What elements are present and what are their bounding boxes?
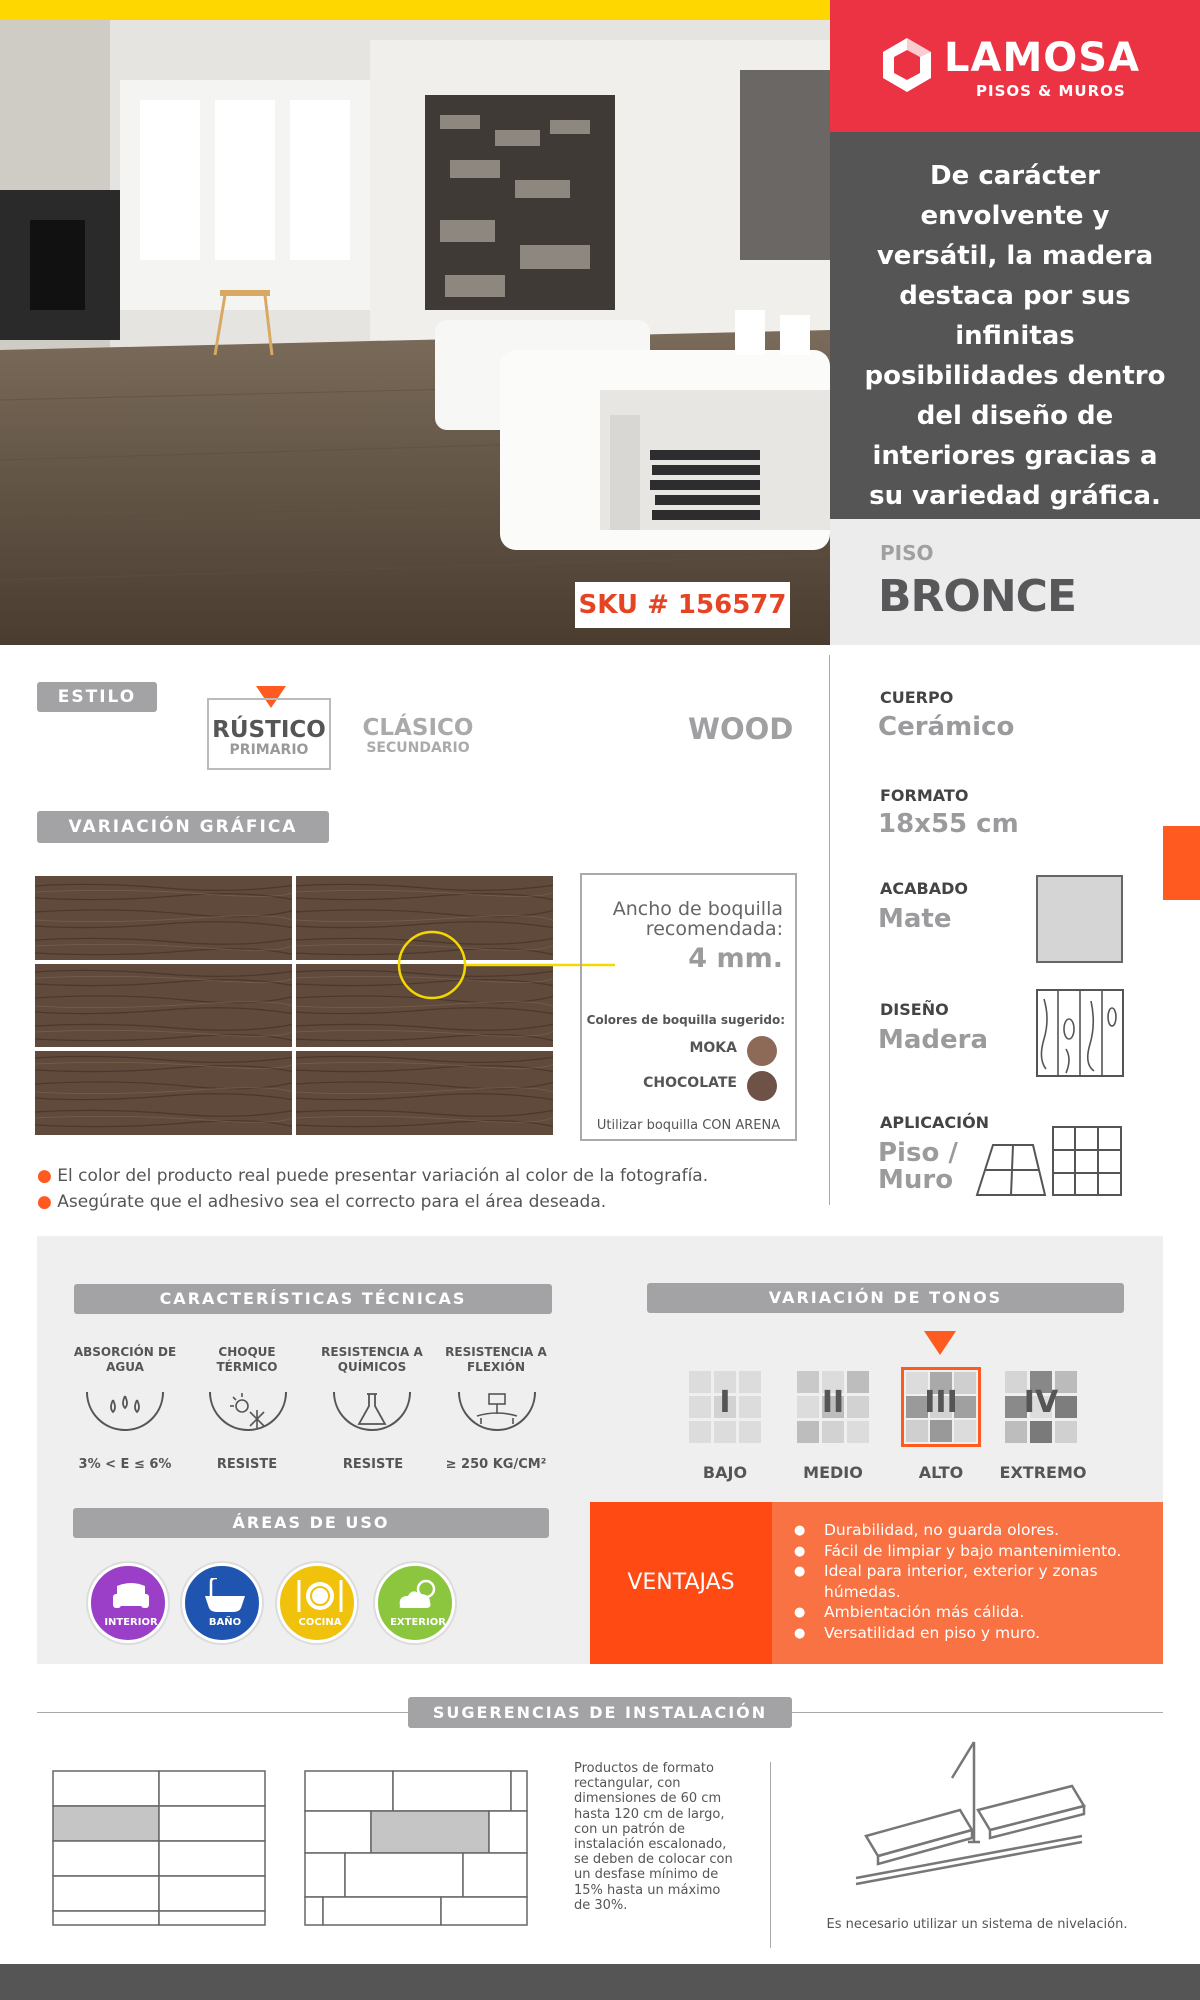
matte-finish-swatch xyxy=(1036,875,1123,963)
spec-value-acabado: Mate xyxy=(878,904,952,934)
estilo-label: ESTILO xyxy=(37,682,157,712)
spec-label-aplicacion: APLICACIÓN xyxy=(880,1113,990,1132)
style-primary: RÚSTICO xyxy=(212,717,326,743)
room-illustration xyxy=(0,20,830,645)
install-text: Productos de formato rectangular, con dimensiones de 60 cm hasta 120 cm de largo, con un patrón de instalación escalonado, se deben de colocar con un desfase mínimo de 15% hasta un máximo de 30%. xyxy=(574,1761,733,1913)
selected-tone-arrow-icon xyxy=(924,1331,956,1355)
grout-swatch-moka xyxy=(747,1036,777,1066)
spec-value-diseno: Madera xyxy=(878,1025,989,1055)
product-name-box xyxy=(830,519,1200,645)
sofa-icon xyxy=(111,1578,151,1614)
advantage-item: ● Durabilidad, no guarda olores. xyxy=(794,1520,1149,1541)
style-type: WOOD xyxy=(688,712,794,746)
water-drops-icon xyxy=(85,1390,165,1440)
spec-label-diseno: DISEÑO xyxy=(880,1000,949,1019)
area-bano-icon xyxy=(182,1563,262,1643)
lamosa-logo-icon xyxy=(878,36,936,94)
tech-item-value: ≥ 250 KG/CM² xyxy=(445,1457,547,1472)
tech-item-label: ABSORCIÓN DE AGUA xyxy=(73,1345,177,1374)
style-secondary: CLÁSICO xyxy=(362,715,474,741)
advantage-item: ● Versatilidad en piso y muro. xyxy=(794,1623,1149,1644)
footer-bar xyxy=(0,1964,1200,2000)
install-label: SUGERENCIAS DE INSTALACIÓN xyxy=(408,1697,792,1728)
leveling-system-icon xyxy=(852,1738,1092,1888)
area-label: INTERIOR xyxy=(104,1617,158,1628)
areas-label: ÁREAS DE USO xyxy=(73,1508,549,1538)
advantage-item: ● Ambientación más cálida. xyxy=(794,1602,1149,1623)
area-interior-icon xyxy=(88,1563,168,1643)
tech-item-label: RESISTENCIA A FLEXIÓN xyxy=(445,1345,547,1374)
area-exterior-icon xyxy=(375,1563,455,1643)
tones-label: VARIACIÓN DE TONOS xyxy=(647,1283,1124,1313)
tone-label: ALTO xyxy=(918,1463,964,1482)
tone-label: EXTREMO xyxy=(999,1463,1087,1482)
advantages-label: VENTAJAS xyxy=(590,1502,772,1664)
product-kind: PISO xyxy=(880,541,934,565)
grout-info-box xyxy=(580,873,797,1141)
style-primary-box xyxy=(207,698,331,770)
brand-sub: PISOS & MUROS xyxy=(976,82,1126,100)
grout-color-moka: MOKA xyxy=(689,1040,737,1056)
plate-cutlery-icon xyxy=(294,1576,346,1616)
vertical-divider xyxy=(829,655,830,1205)
grout-width-value: 4 mm. xyxy=(688,943,783,974)
tech-item-label: RESISTENCIA A QUÍMICOS xyxy=(321,1345,423,1374)
tone-label: MEDIO xyxy=(803,1463,863,1482)
leveling-note: Es necesario utilizar un sistema de nivelación. xyxy=(826,1917,1128,1932)
product-name: BRONCE xyxy=(878,571,1076,622)
brand-name: LAMOSA xyxy=(944,35,1141,81)
area-label: BAÑO xyxy=(208,1617,242,1628)
grout-note: Utilizar boquilla CON ARENA xyxy=(596,1118,781,1133)
grout-swatch-chocolate xyxy=(747,1071,777,1101)
style-secondary-sub: SECUNDARIO xyxy=(366,740,470,756)
tech-label: CARACTERÍSTICAS TÉCNICAS xyxy=(74,1284,552,1314)
sku-label: SKU # 156577 xyxy=(575,582,790,628)
notes-list xyxy=(37,1166,708,1212)
spec-value-aplicacion: Piso / Muro xyxy=(878,1138,958,1195)
tone-alto-numeral: III xyxy=(924,1385,958,1420)
note-item: ● El color del producto real puede presentar variación al color de la fotografía. xyxy=(37,1166,709,1186)
style-secondary-box xyxy=(350,716,486,756)
room-photo xyxy=(0,20,830,645)
flexion-icon xyxy=(457,1390,537,1440)
tone-extremo-numeral: IV xyxy=(1023,1385,1059,1420)
bathtub-icon xyxy=(203,1578,247,1616)
area-label: EXTERIOR xyxy=(390,1617,446,1628)
thermal-shock-icon xyxy=(208,1390,288,1440)
grout-width-label: Ancho de boquilla recomendada: xyxy=(612,898,783,940)
wood-design-icon xyxy=(1036,989,1124,1077)
grid-pattern-diagram xyxy=(52,1770,266,1926)
brand-header xyxy=(830,0,1200,132)
grout-color-chocolate: CHOCOLATE xyxy=(643,1075,737,1091)
spec-label-acabado: ACABADO xyxy=(880,879,968,898)
staggered-pattern-diagram xyxy=(304,1770,528,1926)
advantage-item: ● Ideal para interior, exterior y zonas húmedas. xyxy=(794,1561,1149,1602)
advantages-list xyxy=(772,1502,1163,1664)
product-description: De carácter envolvente y versátil, la madera destaca por sus infinitas posibilidades dentro del diseño de interiores gracias a su variedad gráfica. xyxy=(830,132,1200,519)
tech-item-value: RESISTE xyxy=(342,1457,404,1472)
tech-item-value: 3% < E ≤ 6% xyxy=(78,1457,172,1472)
advantage-item: ● Fácil de limpiar y bajo mantenimiento. xyxy=(794,1541,1149,1562)
area-cocina-icon xyxy=(277,1563,357,1643)
spec-label-cuerpo: CUERPO xyxy=(880,688,954,707)
tone-label: BAJO xyxy=(702,1463,748,1482)
graphic-variation-label: VARIACIÓN GRÁFICA xyxy=(37,811,329,843)
spec-label-formato: FORMATO xyxy=(880,786,969,805)
note-item: ● Asegúrate que el adhesivo sea el correcto para el área deseada. xyxy=(37,1192,607,1212)
tone-bajo-numeral: I xyxy=(719,1385,731,1420)
wood-tiles-grid xyxy=(35,876,553,1135)
flask-icon xyxy=(332,1390,412,1440)
sun-cloud-icon xyxy=(392,1576,444,1616)
tone-medio-numeral: II xyxy=(821,1385,845,1420)
tech-item-value: RESISTE xyxy=(216,1457,278,1472)
tech-item-label: CHOQUE TÉRMICO xyxy=(216,1345,278,1374)
grout-colors-label: Colores de boquilla sugerido: xyxy=(586,1013,785,1027)
side-accent-tab xyxy=(1163,826,1200,900)
style-primary-sub: PRIMARIO xyxy=(229,742,309,758)
top-yellow-bar xyxy=(0,0,830,20)
floor-wall-icon xyxy=(975,1125,1125,1199)
install-text-divider xyxy=(770,1762,771,1948)
area-label: COCINA xyxy=(298,1617,342,1628)
spec-value-cuerpo: Cerámico xyxy=(878,712,1015,742)
spec-value-formato: 18x55 cm xyxy=(878,809,1019,839)
